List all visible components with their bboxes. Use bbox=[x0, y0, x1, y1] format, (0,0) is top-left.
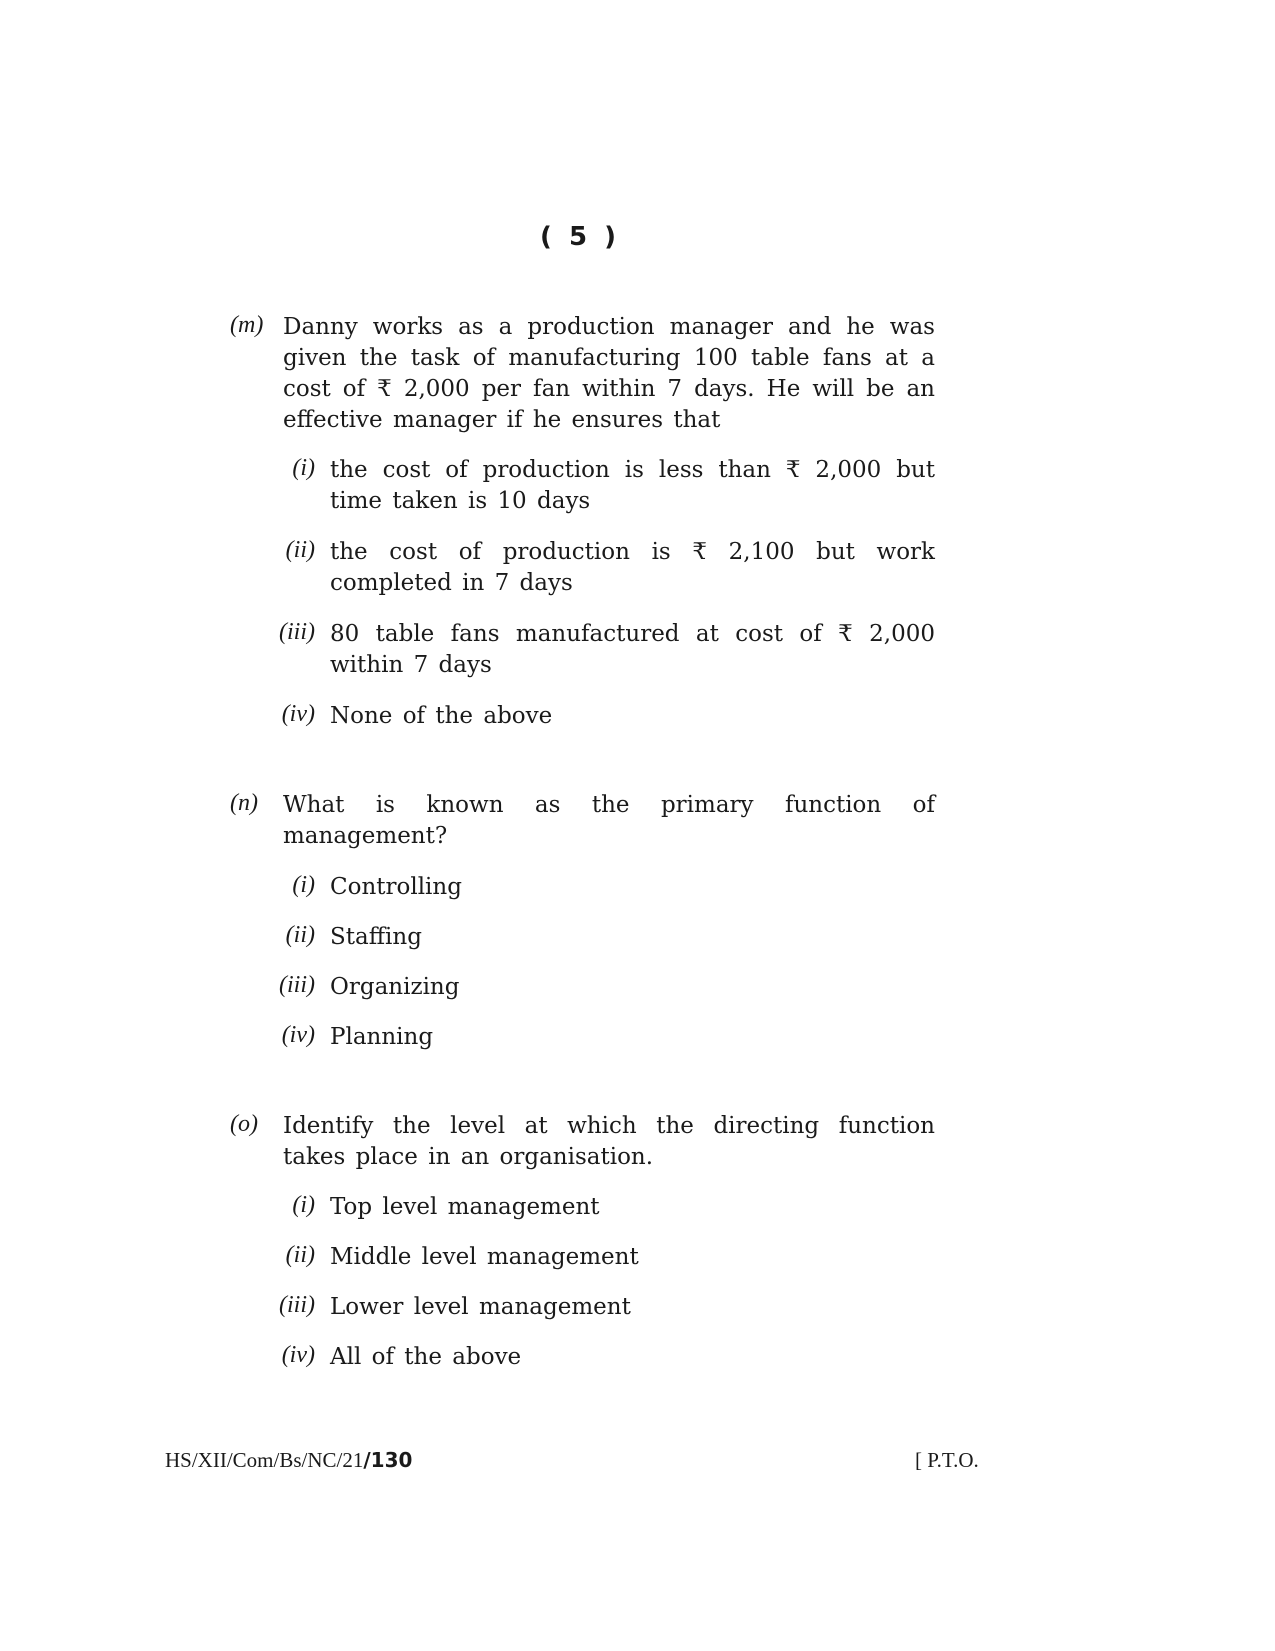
option-text: None of the above bbox=[330, 703, 553, 729]
option-label: (iii) bbox=[279, 1292, 315, 1318]
option-label: (iv) bbox=[281, 701, 315, 727]
question-text: Danny works as a production manager and he was given the task of manufacturing 100 table fans at a cost of ₹ 2,000 per fan within 7 days. He will be an effective manager if he ensures that bbox=[283, 314, 935, 433]
option-text: Organizing bbox=[330, 974, 460, 1000]
option-label: (i) bbox=[292, 872, 315, 898]
option-text: Planning bbox=[330, 1024, 434, 1050]
option-text: the cost of production is ₹ 2,100 but work completed in 7 days bbox=[330, 539, 935, 596]
option-text: All of the above bbox=[330, 1344, 522, 1370]
option-label: (ii) bbox=[285, 922, 315, 948]
paper-code-suffix: /130 bbox=[363, 1448, 413, 1472]
option-label: (iv) bbox=[281, 1342, 315, 1368]
option-text: Staffing bbox=[330, 924, 422, 950]
question-text: Identify the level at which the directing function takes place in an organisation. bbox=[283, 1113, 935, 1170]
option-label: (ii) bbox=[285, 1242, 315, 1268]
paper-code-prefix: HS/XII/Com/Bs/NC/21 bbox=[165, 1448, 364, 1472]
question-text: What is known as the primary function of management? bbox=[283, 792, 935, 849]
option-text: 80 table fans manufactured at cost of ₹ 2,000 within 7 days bbox=[330, 621, 935, 678]
question-label: (m) bbox=[230, 312, 264, 338]
option-label: (ii) bbox=[285, 537, 315, 563]
option-label: (iii) bbox=[279, 972, 315, 998]
page-number: ( 5 ) bbox=[540, 222, 620, 252]
option-text: the cost of production is less than ₹ 2,000 but time taken is 10 days bbox=[330, 457, 935, 514]
paper-code bbox=[165, 1448, 412, 1473]
option-text: Controlling bbox=[330, 874, 462, 900]
option-text: Middle level management bbox=[330, 1244, 639, 1270]
option-label: (i) bbox=[292, 455, 315, 481]
option-label: (iv) bbox=[281, 1022, 315, 1048]
please-turn-over: [ P.T.O. bbox=[915, 1448, 979, 1472]
option-text: Top level management bbox=[330, 1194, 600, 1220]
option-label: (i) bbox=[292, 1192, 315, 1218]
question-label: (o) bbox=[230, 1111, 258, 1137]
option-label: (iii) bbox=[279, 619, 315, 645]
option-text: Lower level management bbox=[330, 1294, 631, 1320]
question-label: (n) bbox=[230, 790, 258, 816]
